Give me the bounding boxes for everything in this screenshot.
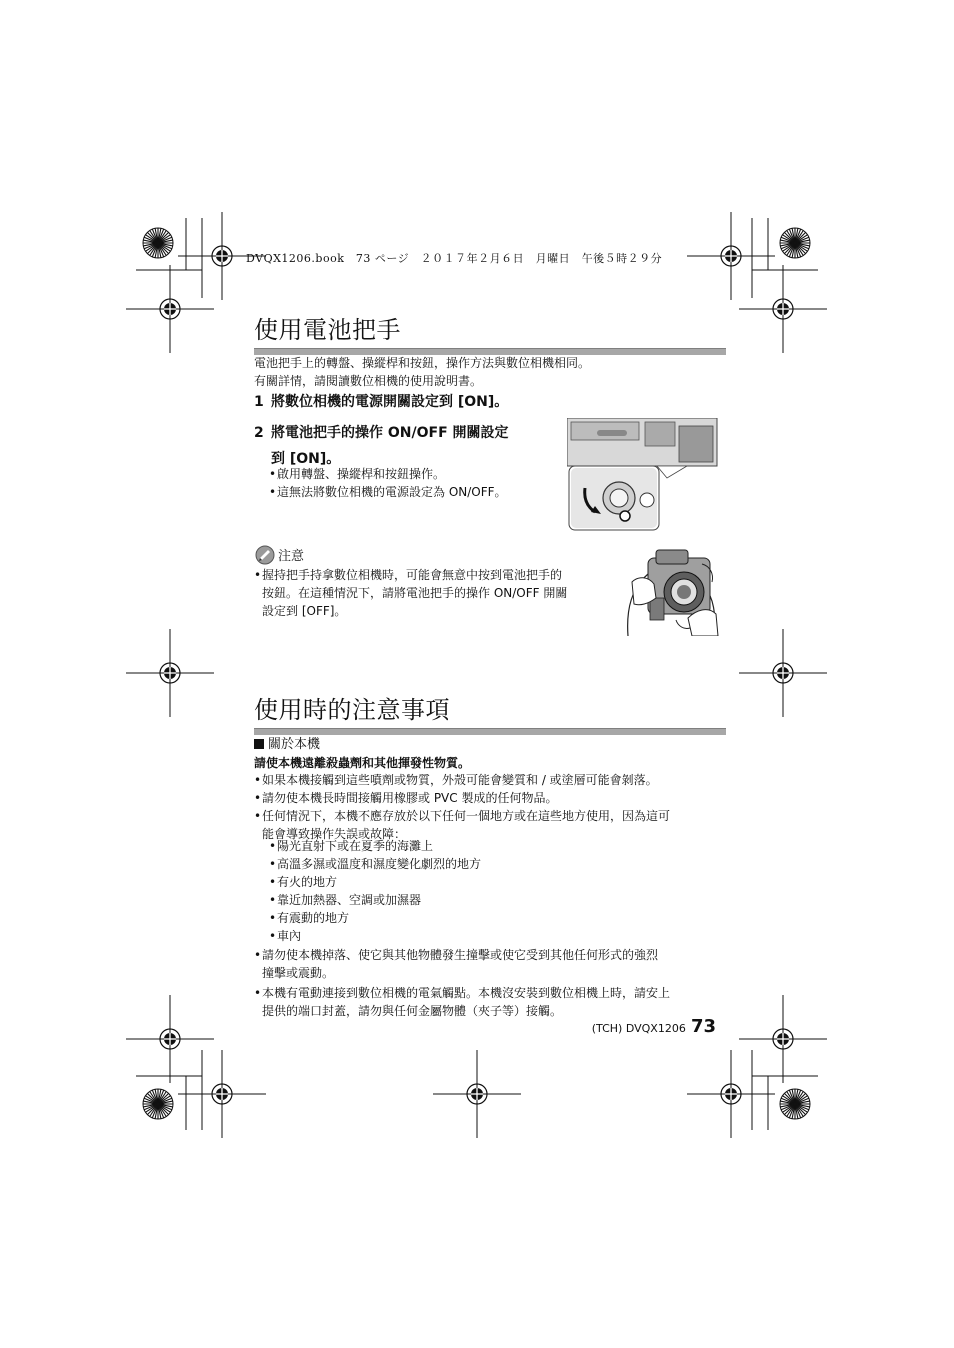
precautions-list — [254, 771, 734, 843]
list-item: • 請勿使本機長時間接觸用橡膠或 PVC 製成的任何物品。 — [254, 789, 734, 807]
page-footer — [560, 1016, 716, 1037]
page-number: 73 — [690, 1016, 716, 1037]
section-precautions — [254, 690, 726, 735]
list-item: • 如果本機接觸到這些噴劑或物質，外殼可能會變質和 / 或塗層可能會剝落。 — [254, 771, 734, 789]
title-rule — [254, 728, 726, 735]
list-item: • 任何情況下，本機不應存放於以下任何一個地方或在這些地方使用，因為這可 能會導致操作失誤或故障： — [254, 807, 734, 843]
step-2-bullets — [269, 465, 559, 501]
intro-text: 電池把手上的轉盤、操縱桿和按鈕，操作方法與數位相機相同。 有關詳情，請閱讀數位相機的使用說明書。 — [254, 356, 591, 388]
note-text: • 握持把手持拿數位相機時，可能會無意中按到電池把手的 按鈕。在這種情況下，請將電池把手的操作 ON/OFF 開關 設定到 [OFF]。 — [254, 568, 568, 618]
list-item: • 車內 — [269, 927, 689, 945]
section-title: 使用電池把手 — [254, 316, 401, 344]
list-item: • 陽光直射下或在夏季的海灘上 — [269, 837, 689, 855]
list-item: • 啟用轉盤、操縱桿和按鈕操作。 — [269, 465, 559, 483]
list-item: • 這無法將數位相機的電源設定為 ON/OFF。 — [269, 483, 559, 501]
grip-switch-illustration — [567, 418, 719, 532]
list-item: • 請勿使本機掉落、使它與其他物體發生撞擊或使它受到其他任何形式的強烈 撞擊或震動。 — [254, 946, 734, 982]
note-icon — [255, 545, 275, 565]
bold-warning: 請使本機遠離殺蟲劑和其他揮發性物質。 — [254, 756, 471, 770]
subhead: 關於本機 — [254, 736, 320, 754]
holding-camera-illustration — [618, 548, 722, 636]
step-1: 1 將數位相機的電源開關設定到 [ON]。 — [254, 394, 509, 410]
list-item: • 有震動的地方 — [269, 909, 689, 927]
section-battery-grip — [254, 310, 726, 355]
list-item: • 本機有電動連接到數位相機的電氣觸點。本機沒安裝到數位相機上時，請安上 提供的端口封蓋，請勿與任何金屬物體（夾子等）接觸。 — [254, 984, 734, 1020]
model-code: (TCH) DVQX1206 — [591, 1022, 686, 1035]
square-bullet-icon — [254, 739, 264, 749]
note-label: 注意 — [278, 549, 305, 564]
section-title: 使用時的注意事項 — [254, 696, 450, 724]
list-item: • 靠近加熱器、空調或加濕器 — [269, 891, 689, 909]
list-item: • 高溫多濕或溫度和濕度變化劇烈的地方 — [269, 855, 689, 873]
print-slug: DVQX1206.book 73 ページ ２０１７年２月６日 月曜日 午後５時２９分 — [246, 252, 663, 265]
list-item: • 有火的地方 — [269, 873, 689, 891]
step-2: 2 將電池把手的操作 ON/OFF 開關設定 到 [ON]。 — [254, 425, 509, 467]
locations-list — [269, 837, 689, 945]
precautions-list-2 — [254, 946, 734, 1020]
